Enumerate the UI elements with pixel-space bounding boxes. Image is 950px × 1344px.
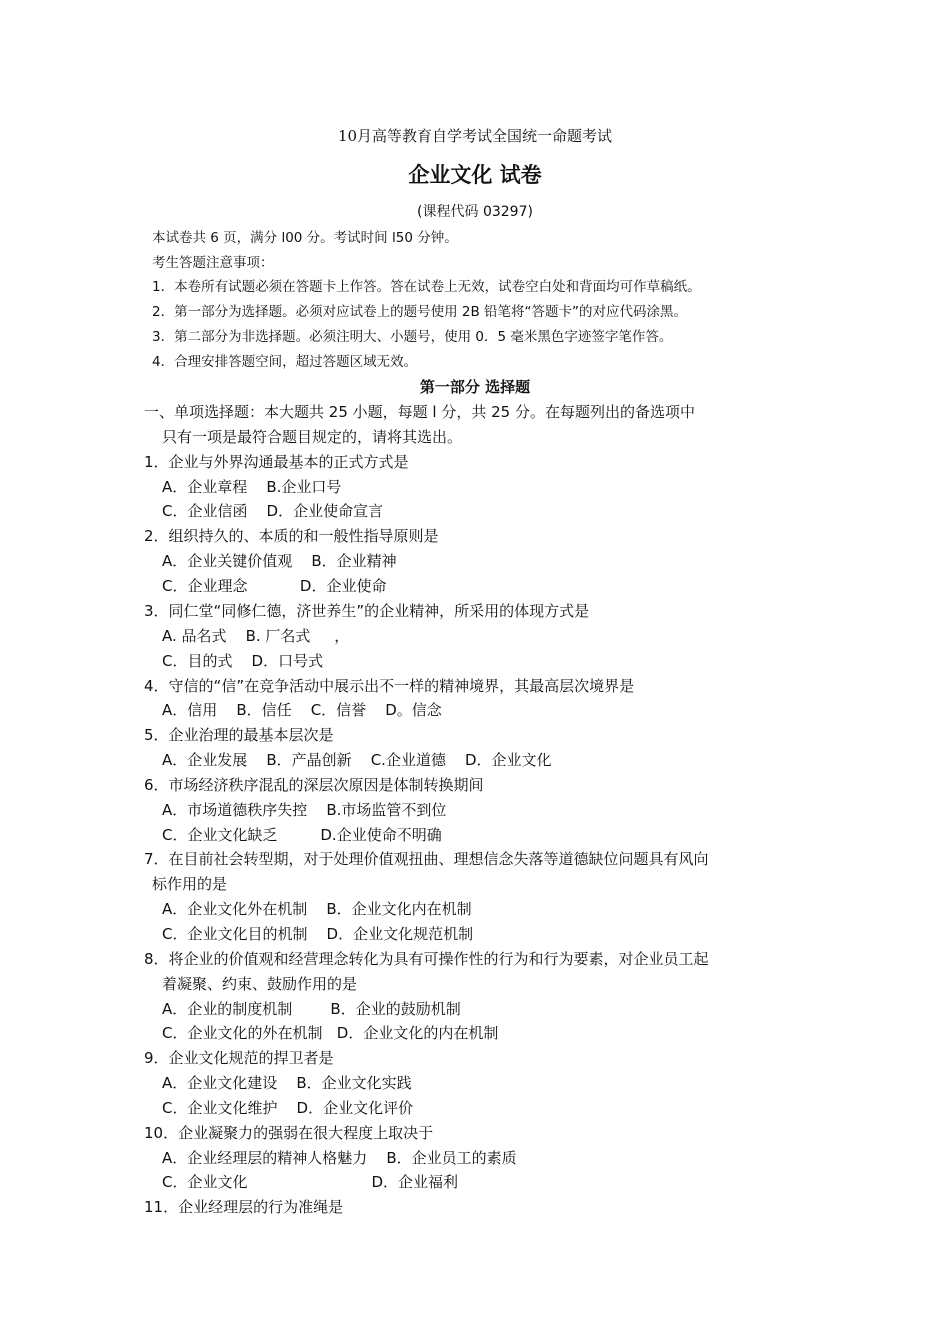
question-options: C．企业文化维护 D．企业文化评价 bbox=[162, 1099, 414, 1117]
note-item: 2．第一部分为选择题。必须对应试卷上的题号使用 2B 铅笔将“答题卡”的对应代码涂黑。 bbox=[152, 304, 688, 320]
question-stem: 11．企业经理层的行为准绳是 bbox=[144, 1198, 344, 1216]
question-stem: 9．企业文化规范的捍卫者是 bbox=[144, 1049, 334, 1067]
question-options: C．企业文化 D．企业福利 bbox=[162, 1173, 458, 1191]
question-options: C．企业文化目的机制 D．企业文化规范机制 bbox=[162, 925, 474, 943]
question-options: A．市场道德秩序失控 B.市场监管不到位 bbox=[162, 801, 447, 819]
question-options: A．企业章程 B.企业口号 bbox=[162, 478, 342, 496]
question-options: A. 品名式 B. 厂名式 ， bbox=[162, 627, 350, 645]
exam-title: 企业文化 试卷 bbox=[408, 163, 542, 187]
question-options: A．信用 B．信任 C．信誉 D。信念 bbox=[162, 701, 442, 719]
question-stem: 4．守信的“信”在竞争活动中展示出不一样的精神境界，其最高层次境界是 bbox=[144, 677, 635, 695]
question-options: A．企业发展 B．产晶创新 C.企业道德 D．企业文化 bbox=[162, 751, 552, 769]
question-options: C．企业文化缺乏 D.企业使命不明确 bbox=[162, 826, 442, 844]
note-item: 4．合理安排答题空间，超过答题区域无效。 bbox=[152, 354, 418, 370]
question-options: A．企业的制度机制 B．企业的鼓励机制 bbox=[162, 1000, 461, 1018]
question-stem: 3．同仁堂“同修仁德，济世养生”的企业精神，所采用的体现方式是 bbox=[144, 602, 590, 620]
question-options: C．企业理念 D．企业使命 bbox=[162, 577, 387, 595]
notes-heading: 考生答题注意事项： bbox=[152, 255, 274, 271]
question-stem: 10．企业凝聚力的强弱在很大程度上取决于 bbox=[144, 1124, 434, 1142]
section-instruction: 一、单项选择题：本大题共 25 小题，每题 l 分，共 25 分。在每题列出的备选项中 bbox=[144, 403, 695, 421]
question-stem: 8．将企业的价值观和经营理念转化为具有可操作性的行为和行为要素，对企业员工起 bbox=[144, 950, 709, 968]
question-stem-continued: 着凝聚、约束、鼓励作用的是 bbox=[162, 975, 358, 993]
question-stem: 7．在目前社会转型期，对于处理价值观扭曲、理想信念失落等道德缺位问题具有风向 bbox=[144, 850, 709, 868]
section-instruction: 只有一项是最符合题目规定的，请将其选出。 bbox=[162, 428, 463, 446]
question-stem-continued: 标作用的是 bbox=[152, 875, 228, 893]
note-item: 3．第二部分为非选择题。必须注明大、小题号，使用 0．5 毫米黑色字迹签字笔作答。 bbox=[152, 329, 673, 345]
question-stem: 5．企业治理的最基本层次是 bbox=[144, 726, 334, 744]
note-item: 1．本卷所有试题必须在答题卡上作答。答在试卷上无效，试卷空白处和背面均可作草稿纸。 bbox=[152, 279, 701, 295]
question-options: A．企业关键价值观 B．企业精神 bbox=[162, 552, 397, 570]
course-code: (课程代码 03297) bbox=[417, 204, 533, 220]
question-options: A．企业经理层的精神人格魅力 B．企业员工的素质 bbox=[162, 1149, 517, 1167]
question-stem: 2．组织持久的、本质的和一般性指导原则是 bbox=[144, 527, 439, 545]
question-options: A．企业文化外在机制 B．企业文化内在机制 bbox=[162, 900, 472, 918]
question-options: A．企业文化建设 B．企业文化实践 bbox=[162, 1074, 412, 1092]
question-options: C．目的式 D．口号式 bbox=[162, 652, 324, 670]
question-options: C．企业文化的外在机制 D．企业文化的内在机制 bbox=[162, 1024, 499, 1042]
part-heading: 第一部分 选择题 bbox=[419, 378, 531, 396]
question-stem: 6．市场经济秩序混乱的深层次原因是体制转换期间 bbox=[144, 776, 484, 794]
question-stem: 1．企业与外界沟通最基本的正式方式是 bbox=[144, 453, 409, 471]
exam-header: 10月高等教育自学考试全国统一命题考试 bbox=[337, 127, 613, 145]
exam-intro: 本试卷共 6 页，满分 l00 分。考试时间 l50 分钟。 bbox=[152, 230, 458, 246]
question-options: C．企业信函 D．企业使命宣言 bbox=[162, 502, 384, 520]
